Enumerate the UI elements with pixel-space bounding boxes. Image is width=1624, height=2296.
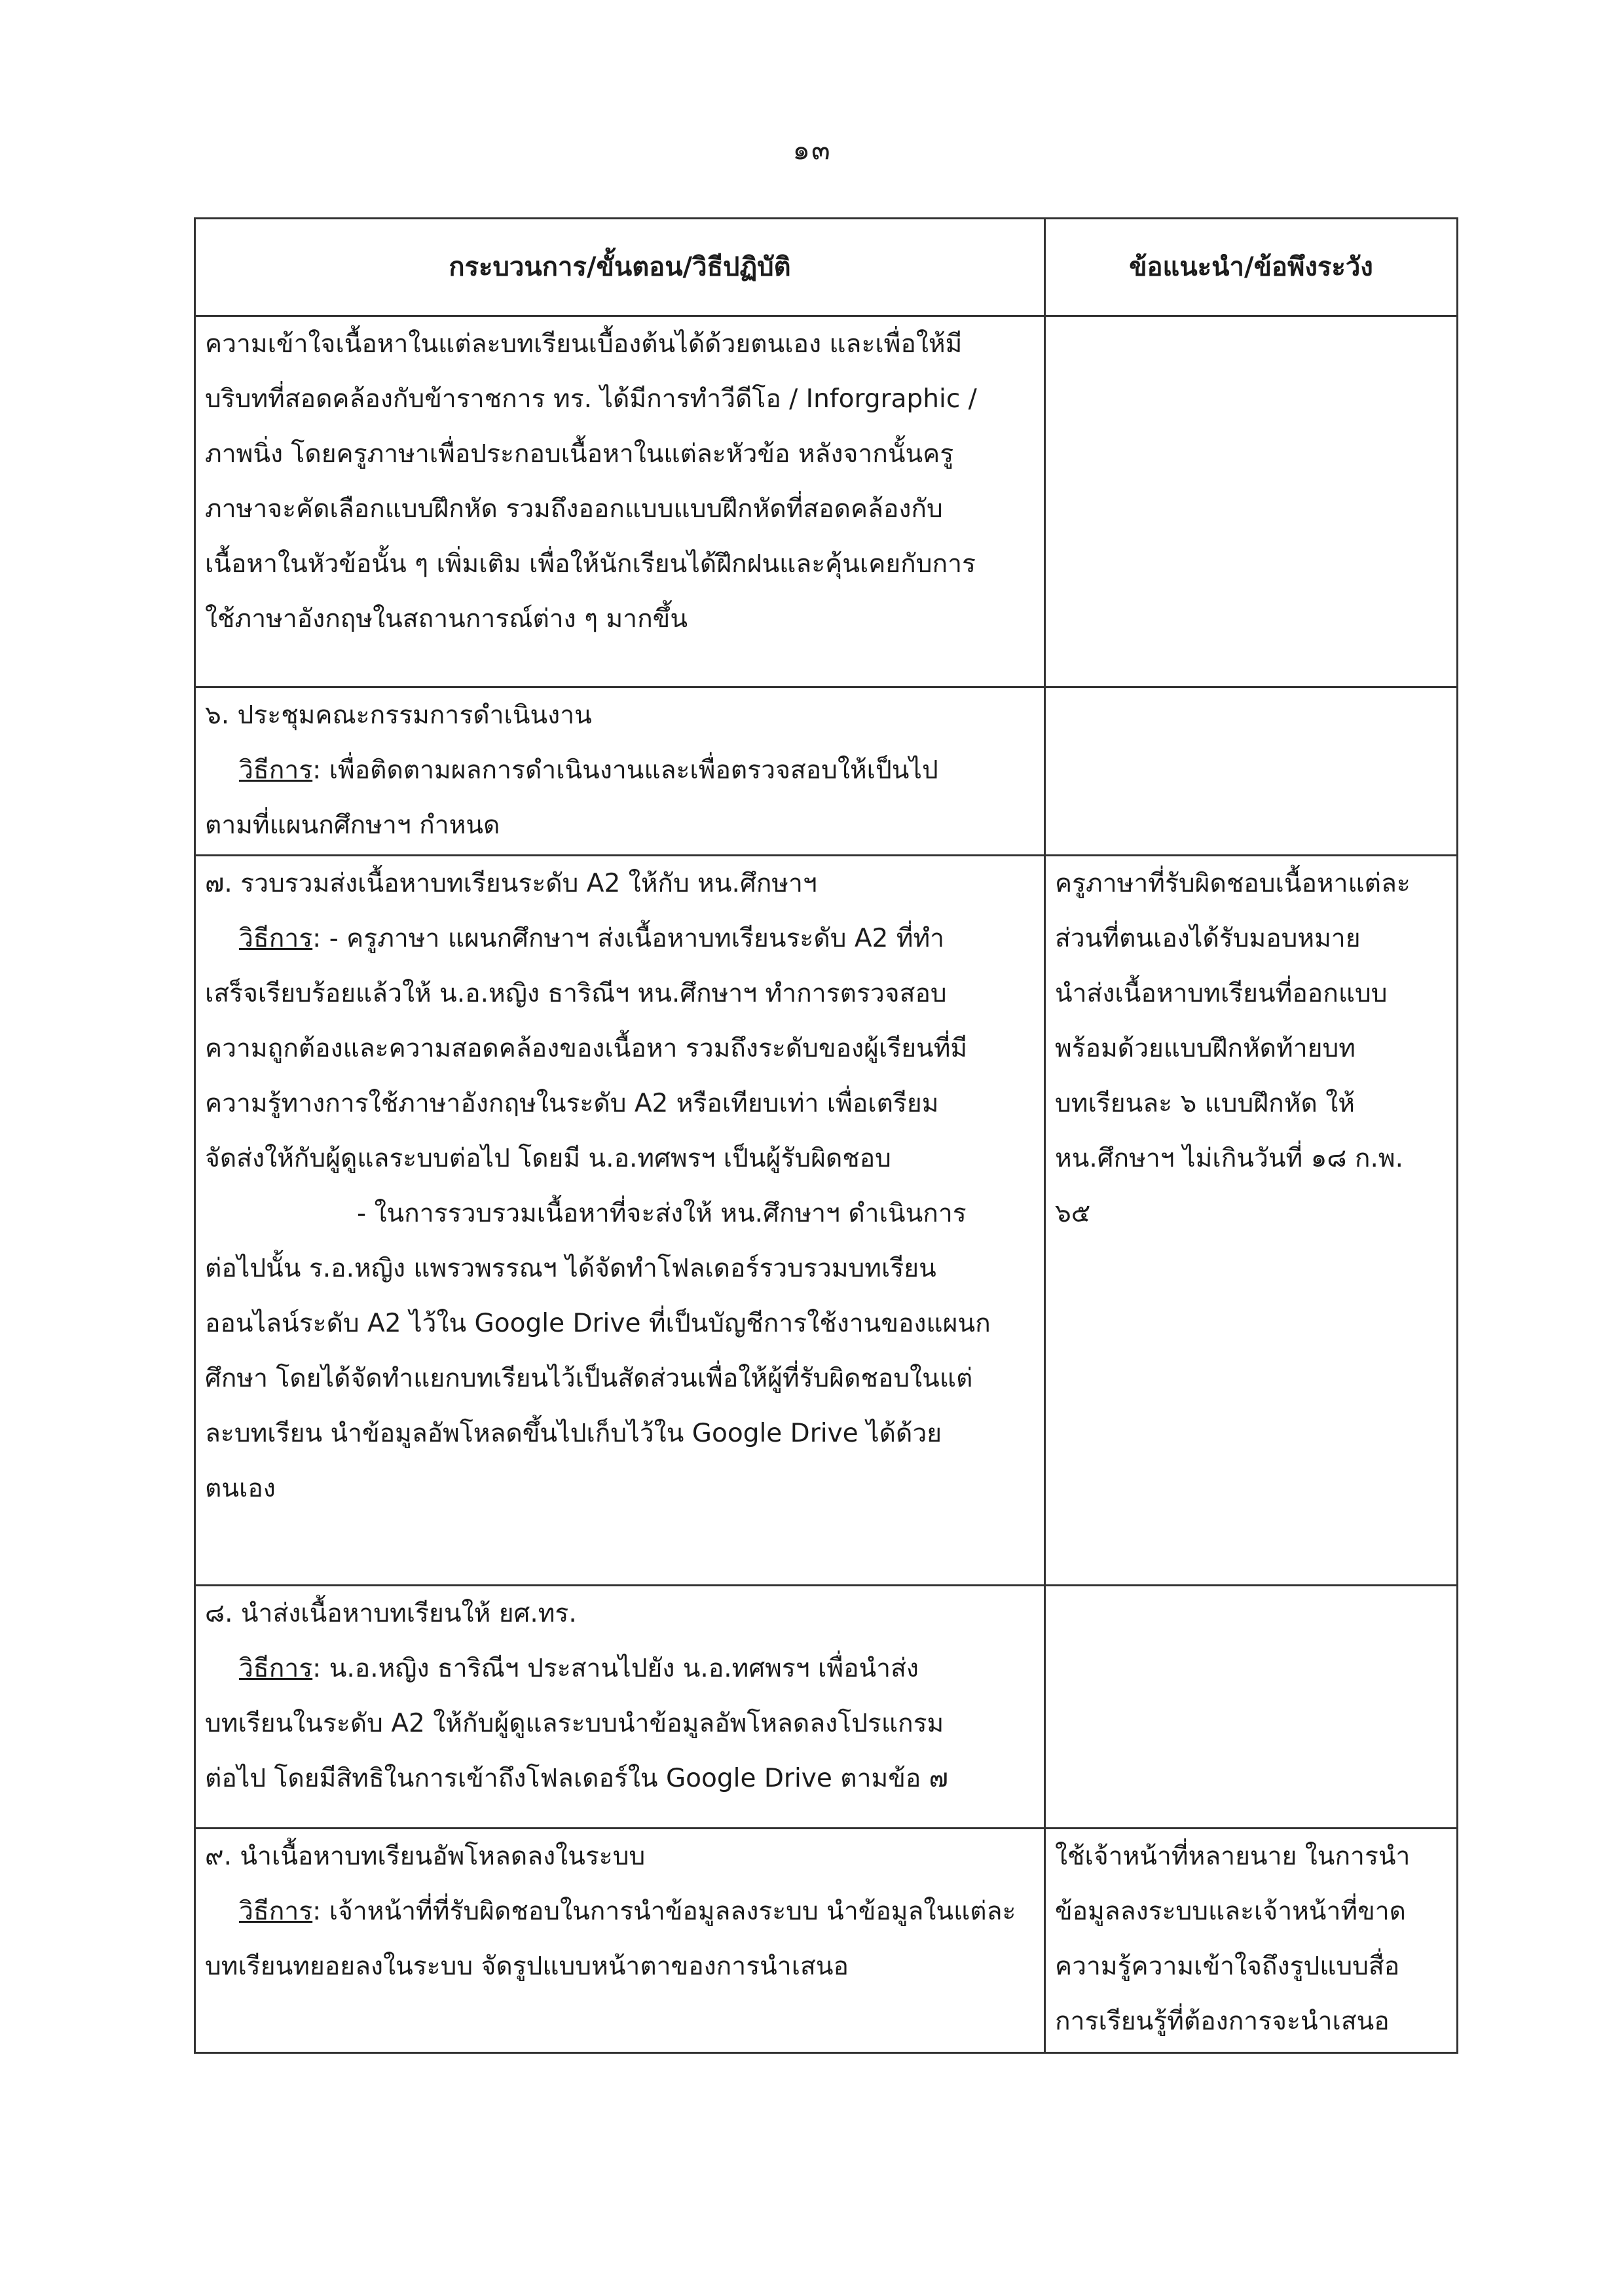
process-cell xyxy=(195,687,1045,856)
text-line: บทเรียนทยอยลงในระบบ จัดรูปแบบหน้าตาของการนำเสนอ xyxy=(205,1952,849,1981)
header-advice: ข้อแนะนำ/ข้อพึงระวัง xyxy=(1045,219,1458,316)
procedure-table xyxy=(194,217,1458,2054)
table-header-row xyxy=(195,219,1458,316)
step-title: ๘. นำส่งเนื้อหาบทเรียนให้ ยศ.ทร. xyxy=(205,1599,577,1628)
method-line xyxy=(205,1641,1035,1696)
table-row xyxy=(195,687,1458,856)
advice-line: การเรียนรู้ที่ต้องการจะนำเสนอ xyxy=(1055,2007,1390,2036)
text-line: ภาษาจะคัดเลือกแบบฝึกหัด รวมถึงออกแบบแบบฝึกหัดที่สอดคล้องกับ xyxy=(205,494,943,524)
text-line: ศึกษา โดยได้จัดทำแยกบทเรียนไว้เป็นสัดส่วนเพื่อให้ผู้ที่รับผิดชอบในแต่ xyxy=(205,1364,973,1393)
method-text: : เจ้าหน้าที่ที่รับผิดชอบในการนำข้อมูลลงระบบ นำข้อมูลในแต่ละ xyxy=(312,1897,1016,1926)
text-line: - ในการรวบรวมเนื้อหาที่จะส่งให้ หน.ศึกษาฯ ดำเนินการ xyxy=(357,1199,967,1228)
page-number: ๑๓ xyxy=(792,134,832,166)
advice-line: ๖๕ xyxy=(1055,1199,1091,1228)
text-line: ความถูกต้องและความสอดคล้องของเนื้อหา รวมถึงระดับของผู้เรียนที่มี xyxy=(205,1034,968,1063)
advice-line: ใช้เจ้าหน้าที่หลายนาย ในการนำ xyxy=(1055,1842,1411,1871)
method-line xyxy=(205,911,1035,966)
advice-line: ส่วนที่ตนเองได้รับมอบหมาย xyxy=(1055,924,1361,953)
method-label: วิธีการ xyxy=(239,756,313,785)
table-row xyxy=(195,1586,1458,1829)
text-line: เสร็จเรียบร้อยแล้วให้ น.อ.หญิง ธาริณีฯ หน.ศึกษาฯ ทำการตรวจสอบ xyxy=(205,979,947,1008)
process-cell xyxy=(195,316,1045,687)
text-line: ความรู้ทางการใช้ภาษาอังกฤษในระดับ A2 หรือเทียบเท่า เพื่อเตรียม xyxy=(205,1089,939,1118)
method-label: วิธีการ xyxy=(239,1654,313,1683)
step-title: ๙. นำเนื้อหาบทเรียนอัพโหลดลงในระบบ xyxy=(205,1842,646,1871)
method-label: วิธีการ xyxy=(239,924,313,953)
step-title: ๗. รวบรวมส่งเนื้อหาบทเรียนระดับ A2 ให้กับ หน.ศึกษาฯ xyxy=(205,869,817,898)
table-row xyxy=(195,1829,1458,2053)
text-line: ละบทเรียน นำข้อมูลอัพโหลดขึ้นไปเก็บไว้ใน Google Drive ได้ด้วย xyxy=(205,1419,942,1448)
text-line: จัดส่งให้กับผู้ดูแลระบบต่อไป โดยมี น.อ.ทศพรฯ เป็นผู้รับผิดชอบ xyxy=(205,1144,891,1173)
text-line: ภาพนิ่ง โดยครูภาษาเพื่อประกอบเนื้อหาในแต่ละหัวข้อ หลังจากนั้นครู xyxy=(205,439,954,469)
method-text: : เพื่อติดตามผลการดำเนินงานและเพื่อตรวจสอบให้เป็นไป xyxy=(312,756,938,785)
advice-line: ข้อมูลลงระบบและเจ้าหน้าที่ขาด xyxy=(1055,1897,1406,1926)
text-line: ตนเอง xyxy=(205,1474,276,1503)
advice-line: พร้อมด้วยแบบฝึกหัดท้ายบท xyxy=(1055,1034,1356,1063)
advice-line: หน.ศึกษาฯ ไม่เกินวันที่ ๑๘ ก.พ. xyxy=(1055,1144,1403,1173)
text-line: บริบทที่สอดคล้องกับข้าราชการ ทร. ได้มีการทำวีดีโอ / Inforgraphic / xyxy=(205,384,977,414)
text-line: เนื้อหาในหัวข้อนั้น ๆ เพิ่มเติม เพื่อให้นักเรียนได้ฝึกฝนและคุ้นเคยกับการ xyxy=(205,549,976,579)
method-text: : น.อ.หญิง ธาริณีฯ ประสานไปยัง น.อ.ทศพรฯ เพื่อนำส่ง xyxy=(312,1654,919,1683)
process-cell xyxy=(195,1586,1045,1829)
table-row xyxy=(195,856,1458,1586)
header-process: กระบวนการ/ขั้นตอน/วิธีปฏิบัติ xyxy=(195,219,1045,316)
table-row xyxy=(195,316,1458,687)
advice-line: บทเรียนละ ๖ แบบฝึกหัด ให้ xyxy=(1055,1089,1355,1118)
method-line xyxy=(205,743,1035,798)
process-cell xyxy=(195,856,1045,1586)
text-line: ความเข้าใจเนื้อหาในแต่ละบทเรียนเบื้องต้นได้ด้วยตนเอง และเพื่อให้มี xyxy=(205,329,963,359)
process-cell xyxy=(195,1829,1045,2053)
advice-cell xyxy=(1045,856,1458,1586)
text-line: ต่อไป โดยมีสิทธิในการเข้าถึงโฟลเดอร์ใน Google Drive ตามข้อ ๗ xyxy=(205,1764,948,1793)
method-label: วิธีการ xyxy=(239,1897,313,1926)
advice-line: ความรู้ความเข้าใจถึงรูปแบบสื่อ xyxy=(1055,1952,1400,1981)
advice-line: ครูภาษาที่รับผิดชอบเนื้อหาแต่ละ xyxy=(1055,869,1411,898)
method-line xyxy=(205,1884,1035,1939)
advice-line: นำส่งเนื้อหาบทเรียนที่ออกแบบ xyxy=(1055,979,1388,1008)
text-line: ต่อไปนั้น ร.อ.หญิง แพรวพรรณฯ ได้จัดทำโฟลเดอร์รวบรวมบทเรียน xyxy=(205,1254,936,1283)
advice-cell xyxy=(1045,1829,1458,2053)
advice-cell xyxy=(1045,316,1458,687)
text-line: บทเรียนในระดับ A2 ให้กับผู้ดูแลระบบนำข้อมูลอัพโหลดลงโปรแกรม xyxy=(205,1709,944,1738)
advice-cell xyxy=(1045,687,1458,856)
text-line: ออนไลน์ระดับ A2 ไว้ใน Google Drive ที่เป็นบัญชีการใช้งานของแผนก xyxy=(205,1309,991,1338)
text-line: ใช้ภาษาอังกฤษในสถานการณ์ต่าง ๆ มากขึ้น xyxy=(205,604,688,634)
method-text: : - ครูภาษา แผนกศึกษาฯ ส่งเนื้อหาบทเรียนระดับ A2 ที่ทำ xyxy=(312,924,945,953)
advice-cell xyxy=(1045,1586,1458,1829)
step-title: ๖. ประชุมคณะกรรมการดำเนินงาน xyxy=(205,701,592,730)
text-line: ตามที่แผนกศึกษาฯ กำหนด xyxy=(205,811,500,840)
